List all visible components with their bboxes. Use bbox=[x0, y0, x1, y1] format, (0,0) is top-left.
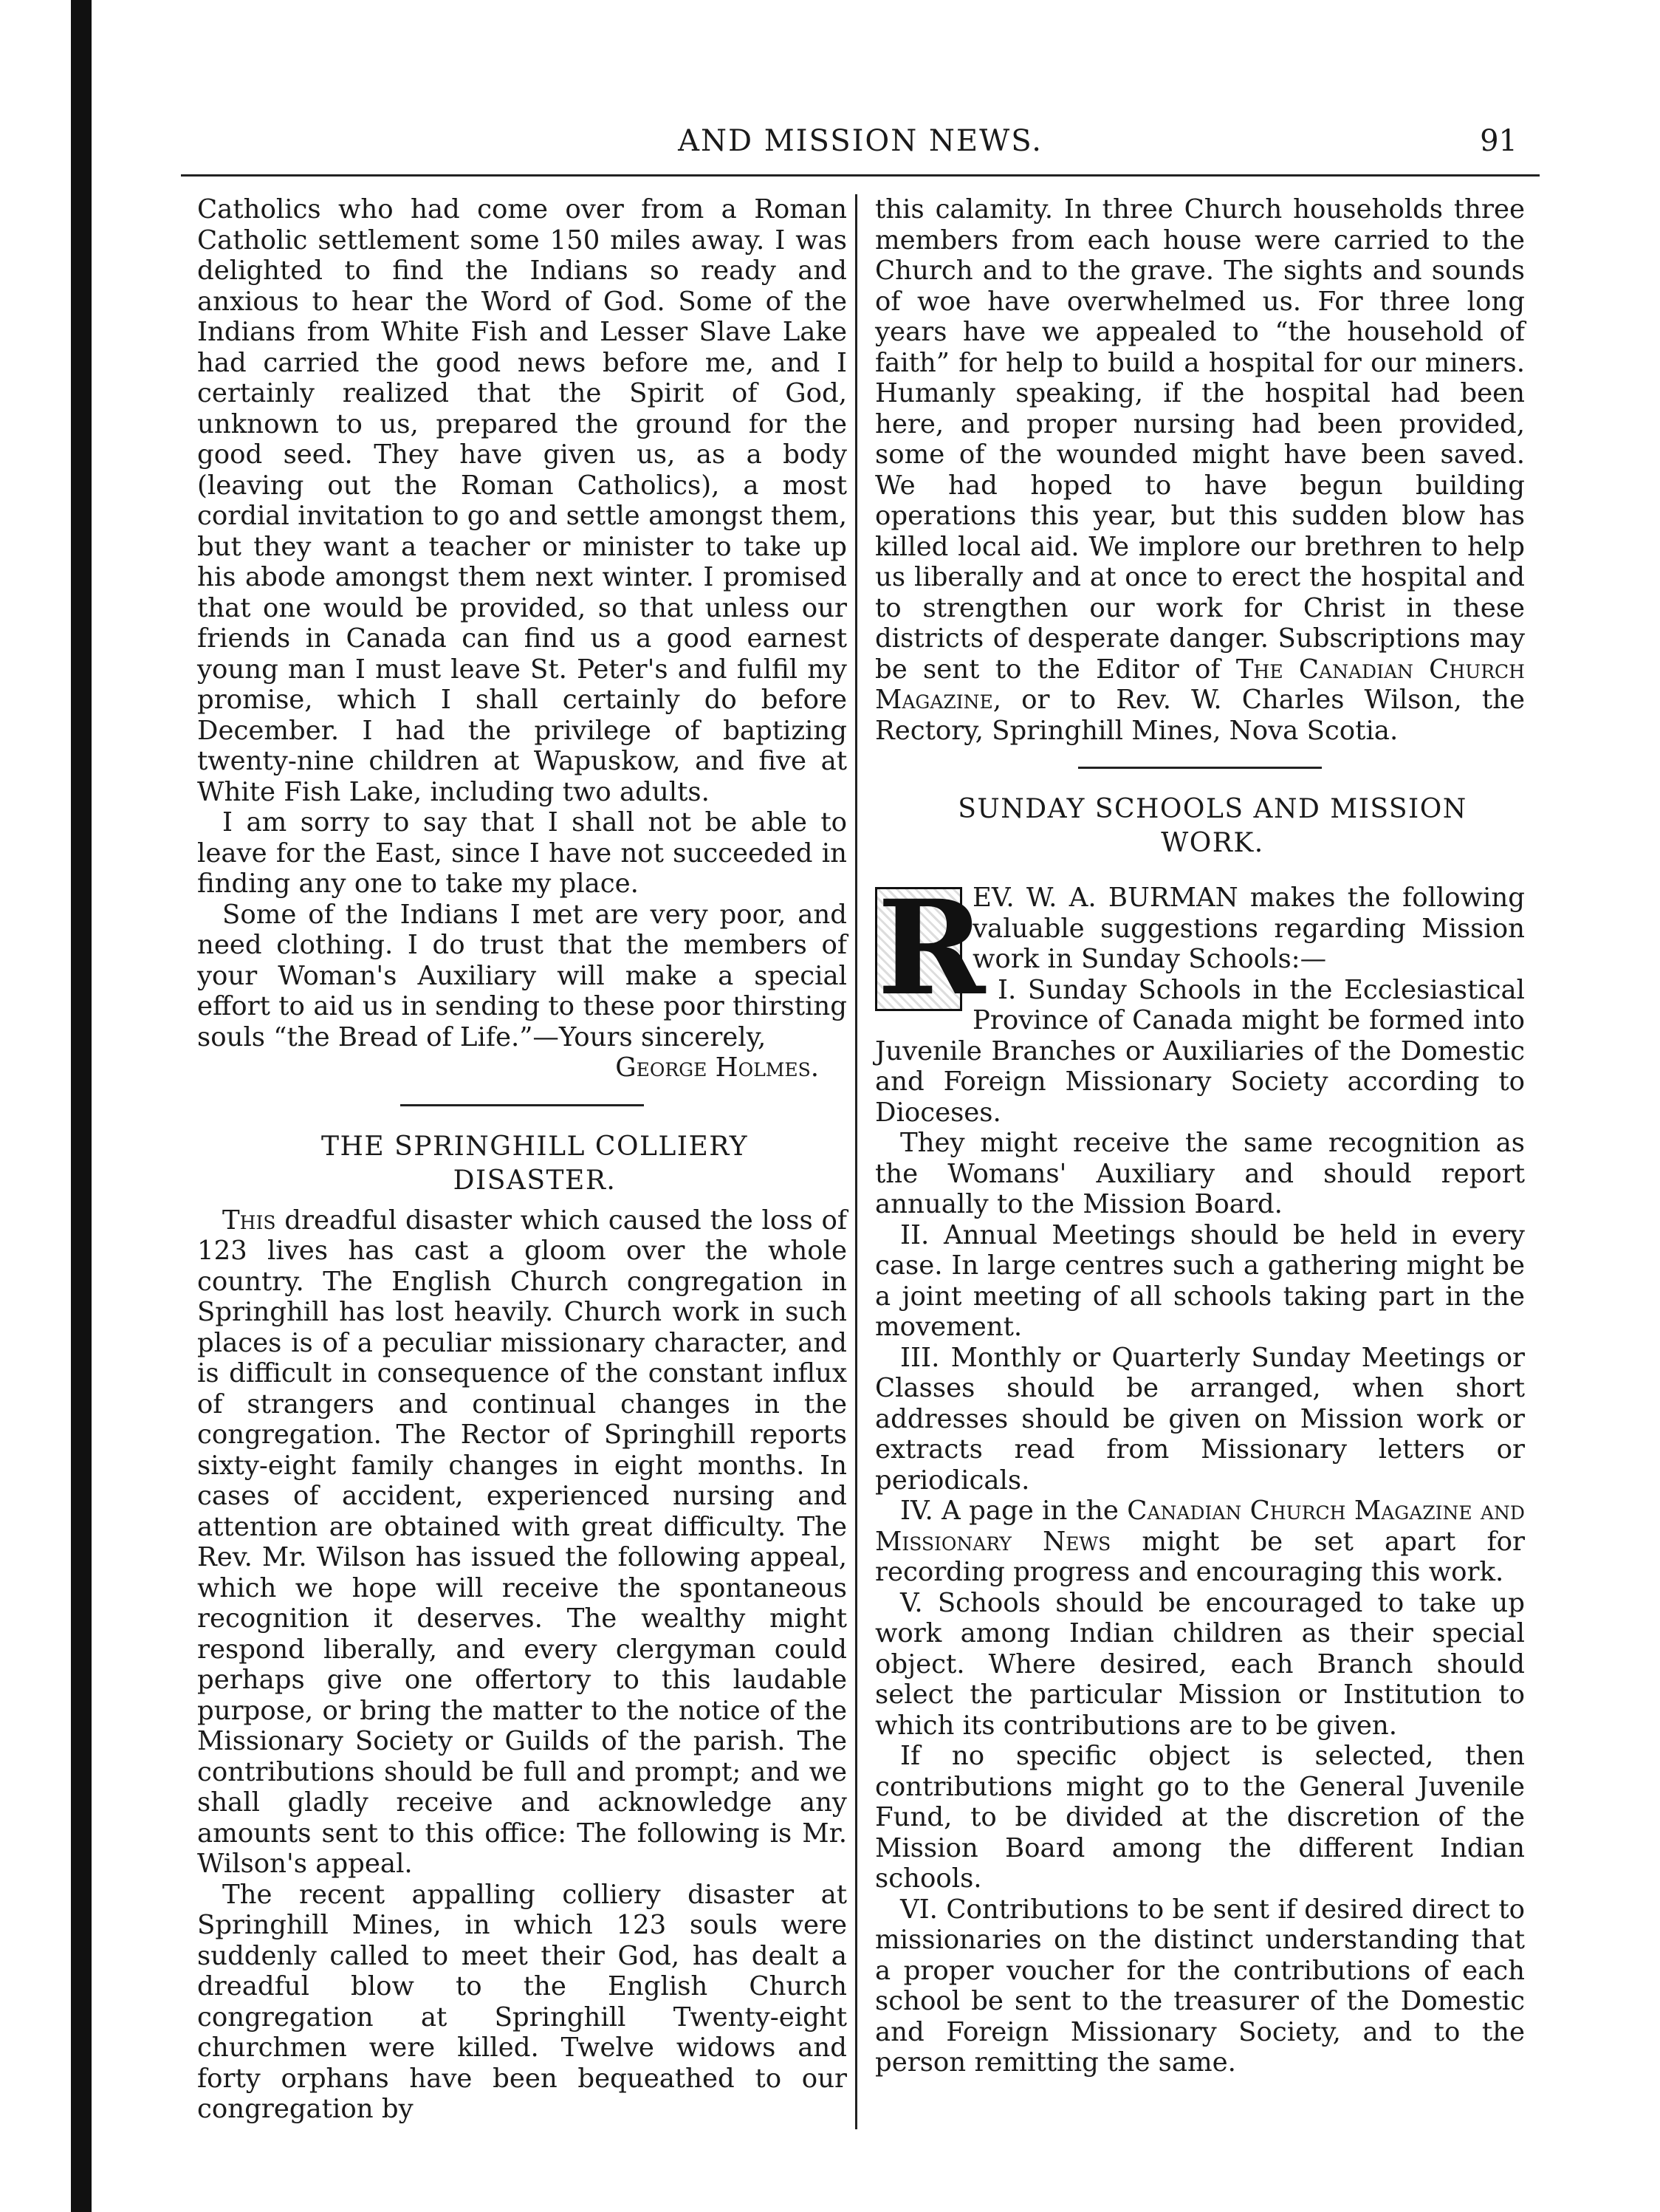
list-item: I. Sunday Schools in the Ecclesiastical Province of Canada might be formed into Juvenile Branches or Auxiliaries of the Domestic and Foreign Missionary Society according to Dioceses. bbox=[875, 974, 1525, 1128]
list-item: III. Monthly or Quarterly Sunday Meetings or Classes should be arranged, when short addresses should be given on Mission work or extracts read from Missionary letters or periodicals. bbox=[875, 1342, 1525, 1496]
section-title: THE SPRINGHILL COLLIERY bbox=[320, 1131, 749, 1162]
binding-edge bbox=[71, 0, 92, 2212]
section-title: WORK. bbox=[1161, 828, 1264, 858]
page-number: 91 bbox=[1480, 124, 1517, 158]
column-rule bbox=[855, 194, 857, 2129]
paragraph-text: or to Rev. W. Charles Wilson, the Rectory, Springhill Mines, Nova Scotia. bbox=[875, 685, 1525, 746]
ornamental-dropcap: R bbox=[875, 887, 962, 1011]
paragraph: I am sorry to say that I shall not be able to leave for the East, since I have not succeeded in finding any one to take my place. bbox=[197, 807, 847, 899]
paragraph-text: might be set apart for recording progress and encouraging this work. bbox=[875, 1526, 1525, 1587]
list-item: VI. Contributions to be sent if desired direct to missionaries on the distinct understanding that a proper voucher for the contributions of each school be sent to the treasurer of the Domestic and Foreign Missionary Society, and to the person remitting the same. bbox=[875, 1894, 1525, 2078]
section-title: DISASTER. bbox=[453, 1165, 617, 1196]
signature: George Holmes. bbox=[615, 1052, 819, 1083]
section-divider bbox=[1078, 767, 1322, 769]
paragraph bbox=[875, 194, 1525, 746]
paragraph bbox=[197, 1205, 847, 1880]
list-item: II. Annual Meetings should be held in every case. In large centres such a gathering might be a joint meeting of all schools taking part in the movement. bbox=[875, 1219, 1525, 1342]
paragraph: Some of the Indians I met are very poor, and need clothing. I do trust that the members of your Woman's Auxiliary will make a special effort to aid us in sending to these poor thirsting souls “the Bread of Life.”—Yours sincerely, bbox=[197, 899, 847, 1052]
magazine-name: The Canadian Church Magazine, bbox=[875, 654, 1525, 715]
left-column bbox=[197, 194, 847, 2125]
intro-block bbox=[875, 872, 1525, 1128]
paragraph-text: dreadful disaster which caused the loss of 123 lives has cast a gloom over the whole country. The English Church congregation in Springhill has lost heavily. Church work in such places is of a peculiar missionary character, and is difficult in consequence of the constant influx of strangers and continual changes in the congregation. The Rector of Springhill reports sixty-eight family changes in eight months. In cases of accident, experienced nursing and attention are obtained with great difficulty. The Rev. Mr. Wilson has issued the following appeal, which we hope will receive the spontaneous recognition it deserves. The wealthy might respond liberally, and every clergyman could perhaps give one offertory to this laudable purpose, or bring the matter to the notice of the Missionary Society or Guilds of the parish. The contributions should be full and prompt; and we shall gladly receive and acknowledge any amounts sent to this office: The following is Mr. Wilson's appeal. bbox=[197, 1205, 847, 1879]
paragraph: The recent appalling colliery disaster at Springhill Mines, in which 123 souls were suddenly called to meet their God, has dealt a dreadful blow to the English Church congregation at Springhill Twenty-eight churchmen were killed. Twelve widows and forty orphans have been bequeathed to our congregation by bbox=[197, 1879, 847, 2124]
list-item: V. Schools should be encouraged to take up work among Indian children as their special object. Where desired, each Branch should select the particular Mission or Institution to which its contributions are to be given. bbox=[875, 1587, 1525, 1741]
paragraph: Catholics who had come over from a Roman Catholic settlement some 150 miles away. I was delighted to find the Indians so ready and anxious to hear the Word of God. Some of the Indians from White Fish and Lesser Slave Lake had carried the good news before me, and I certainly realized that the Spirit of God, unknown to us, prepared the ground for the good seed. They have given us, as a body (leaving out the Roman Catholics), a most cordial invitation to go and settle amongst them, but they want a teacher or minister to take up his abode amongst them next winter. I promised that one would be provided, so that unless our friends in Canada can find us a good earnest young man I must leave St. Peter's and fulfil my promise, which I shall certainly do before December. I had the privilege of baptizing twenty-nine children at Wapuskow, and five at White Fish Lake, including two adults. bbox=[197, 194, 847, 807]
magazine-name: Canadian Church Magazine and Missionary News bbox=[875, 1496, 1525, 1557]
paragraph-text: this calamity. In three Church households three members from each house were carried to the Church and to the grave. The sights and sounds of woe have overwhelmed us. For three long years have we appealed to “the household of faith” for help to build a hospital for our miners. Humanly speaking, if the hospital had been here, and proper nursing had been provided, some of the wounded might have been saved. We had hoped to have begun building operations this year, but this sudden blow has killed local aid. We implore our brethren to help us liberally and at once to erect the hospital and to strengthen our work for Christ in these districts of desperate danger. Subscriptions may be sent to the Editor of bbox=[875, 194, 1525, 685]
right-column bbox=[875, 194, 1525, 2078]
paragraph: They might receive the same recognition as the Womans' Auxiliary and should report annually to the Mission Board. bbox=[875, 1128, 1525, 1219]
page bbox=[181, 111, 1540, 2124]
list-item bbox=[875, 1496, 1525, 1588]
section-title: SUNDAY SCHOOLS AND MISSION bbox=[958, 794, 1467, 824]
section-divider bbox=[400, 1104, 644, 1106]
paragraph: EV. W. A. BURMAN makes the following valuable suggestions regarding Mission work in Sunday Schools:— bbox=[973, 883, 1525, 974]
paragraph: If no specific object is selected, then contributions might go to the General Juvenile Fund, to be divided at the discretion of the Mission Board among the different Indian schools. bbox=[875, 1741, 1525, 1894]
running-head: AND MISSION NEWS. bbox=[678, 124, 1043, 158]
paragraph-text: IV. A page in the bbox=[900, 1496, 1119, 1526]
page-header bbox=[181, 111, 1540, 177]
lead-word: This bbox=[222, 1205, 276, 1236]
